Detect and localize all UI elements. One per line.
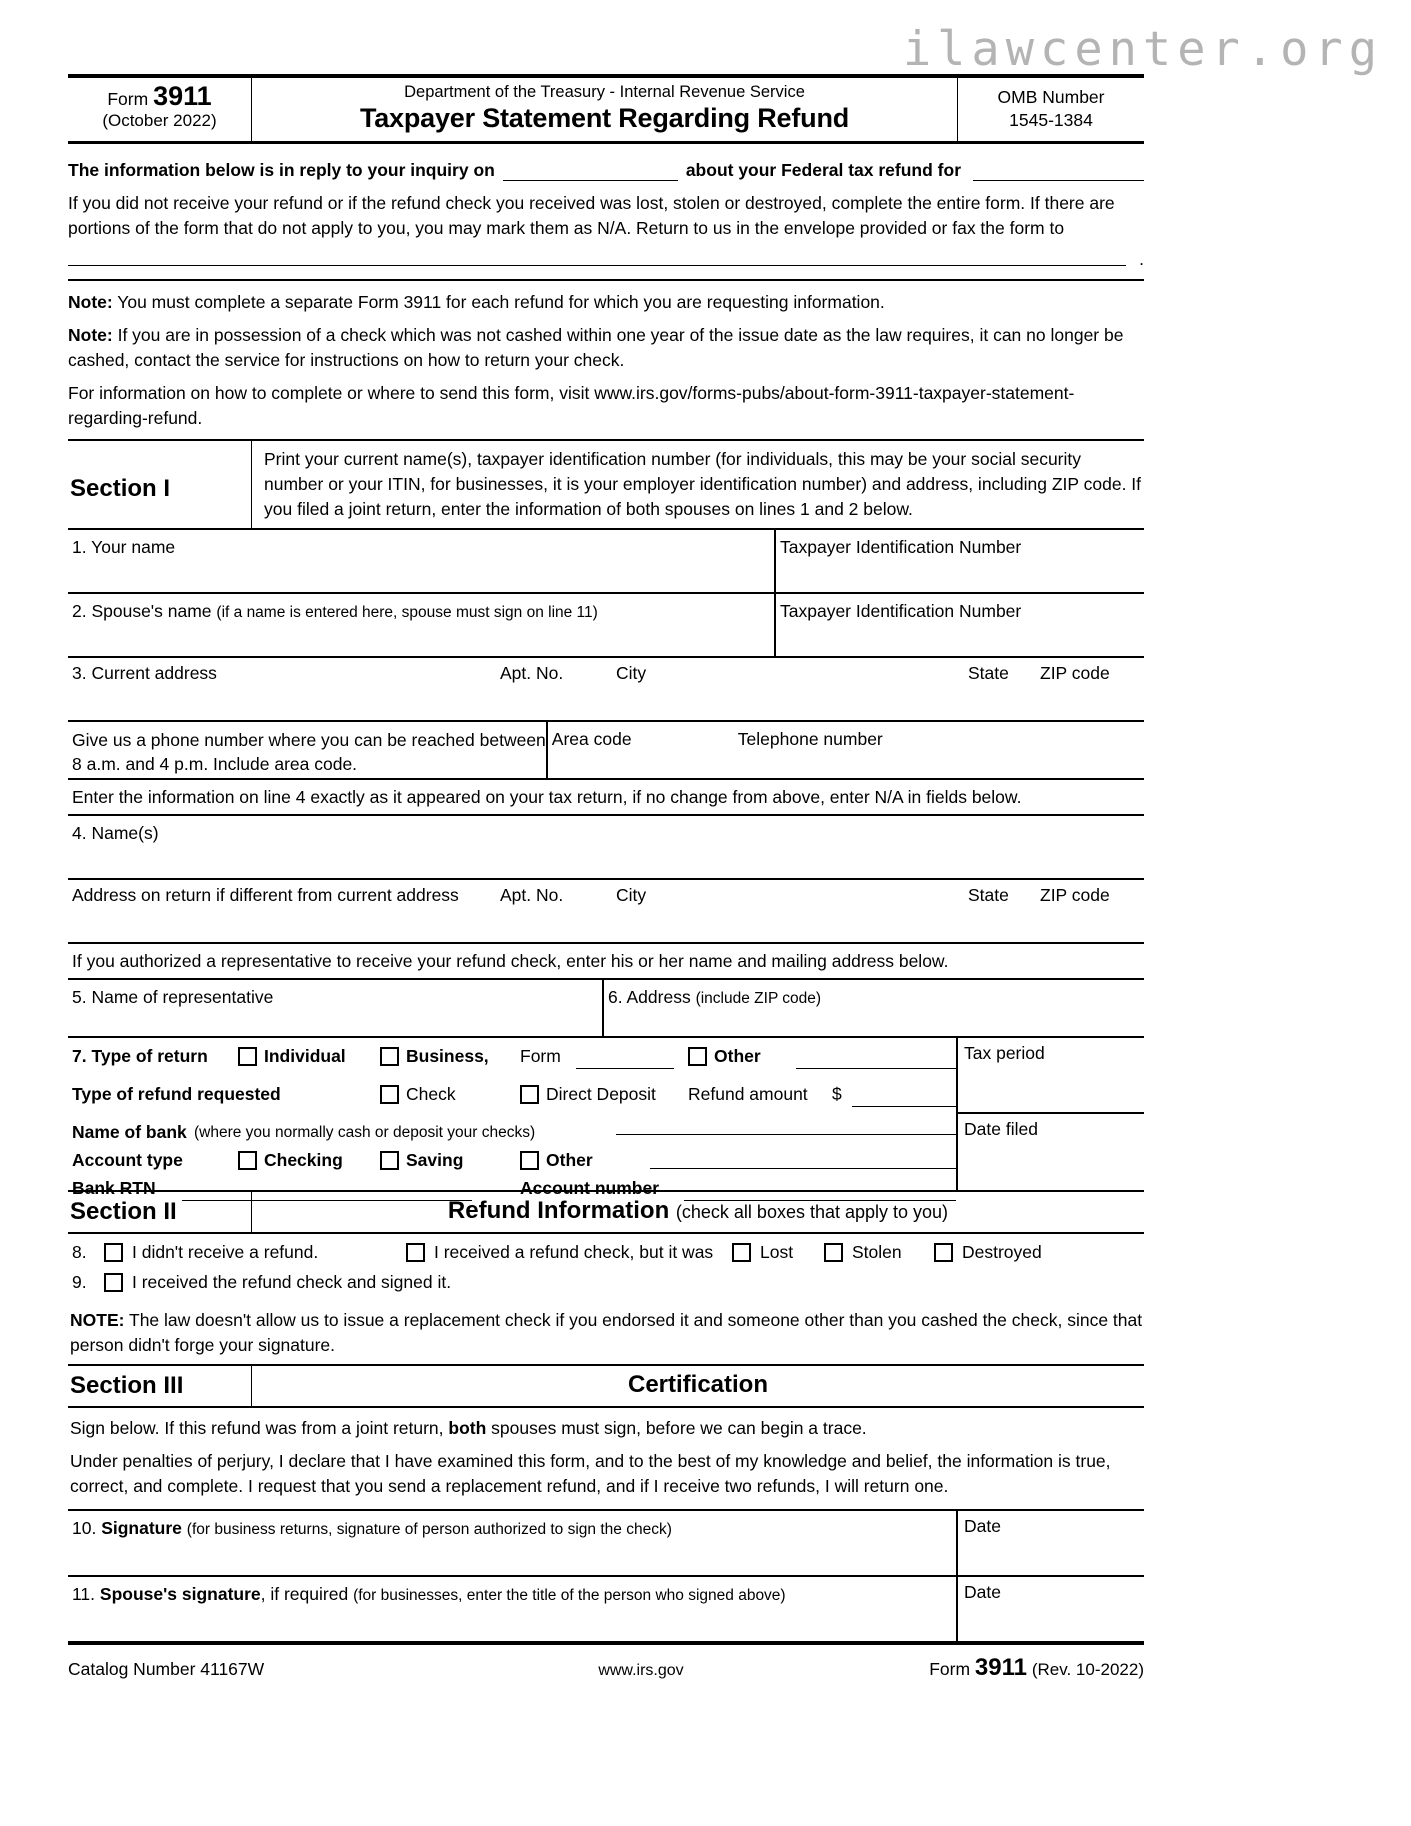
return-address-row [68, 880, 1144, 944]
section-3-label: Section III [68, 1366, 252, 1406]
account-number-label: Account number [520, 1178, 660, 1198]
account-type-checking-checkbox[interactable] [238, 1151, 257, 1170]
inquiry-middle-label: about your Federal tax refund for [685, 160, 962, 180]
item-9-row [68, 1270, 1144, 1300]
section-2-body [68, 1234, 1144, 1366]
representative-name-label: 5. Name of representative [72, 987, 274, 1007]
notes-block [68, 279, 1144, 431]
tax-period-field[interactable] [958, 1038, 1144, 1114]
taxpayer-id-field-1[interactable] [776, 530, 1144, 592]
bank-name-note: (where you normally cash or deposit your checks) [194, 1124, 536, 1141]
your-name-field[interactable] [68, 530, 776, 592]
bank-rtn-input[interactable] [182, 1200, 472, 1201]
fax-line-row [68, 241, 1144, 279]
date-filed-field[interactable] [958, 1114, 1144, 1190]
return-address-field[interactable] [68, 880, 1144, 942]
line-7-left-panel [68, 1038, 958, 1198]
item-8-stolen-checkbox[interactable] [824, 1243, 843, 1262]
line-4-row [68, 816, 1144, 880]
item-8-no-refund-checkbox[interactable] [104, 1243, 123, 1262]
omb-block [958, 78, 1144, 141]
footer-form-word: Form [929, 1659, 971, 1679]
refund-check-checkbox[interactable] [380, 1085, 399, 1104]
signature-label-bold: Signature [101, 1518, 182, 1538]
section-1-bar [68, 439, 1144, 530]
irs-form-3911 [68, 74, 1144, 1682]
spouse-signature-label-rest: , if required [260, 1584, 349, 1604]
note-1-text: You must complete a separate Form 3911 for each refund for which you are requesting information. [117, 292, 885, 312]
refund-direct-deposit-checkbox[interactable] [520, 1085, 539, 1104]
department-name: Department of the Treasury - Internal Revenue Service [404, 83, 805, 101]
zip-label-2: ZIP code [1040, 885, 1110, 905]
footer-revision: (Rev. 10-2022) [1031, 1660, 1144, 1679]
account-number-input[interactable] [684, 1200, 956, 1201]
intro-paragraph: If you did not receive your refund or if the refund check you received was lost, stolen or destroyed, complete the entire form. If there are portions of the form that do not apply to you, you may mark them as N/A. Return to us in the envelope provided or fax the form to [68, 193, 1115, 238]
zip-label-1: ZIP code [1040, 663, 1110, 683]
line-2-row [68, 594, 1144, 658]
section-2-note-label: NOTE: [70, 1310, 125, 1330]
note-2-text: If you are in possession of a check which was not cashed within one year of the issue date as the law requires, it can no longer be cashed, contact the service for instructions on how to return your check. [68, 325, 1124, 370]
spouse-signature-field[interactable] [68, 1577, 958, 1641]
section-2-note [68, 1300, 1144, 1364]
item-8-number: 8. [72, 1242, 87, 1262]
dollar-sign: $ [832, 1084, 842, 1104]
signature-label [72, 1516, 956, 1542]
spouse-signature-label-note: (for businesses, enter the title of the person who signed above) [353, 1587, 786, 1604]
fax-number-input[interactable] [68, 265, 1126, 266]
form-title-block [252, 78, 958, 141]
type-of-return-label: 7. Type of return [72, 1046, 208, 1066]
footer-form-number: 3911 [974, 1654, 1027, 1681]
item-9-signed-label: I received the refund check and signed it. [132, 1272, 452, 1292]
business-label: Business, [406, 1046, 489, 1066]
bank-name-input[interactable] [616, 1134, 956, 1135]
item-8-received-check-label: I received a refund check, but it was [434, 1242, 714, 1262]
note-2-label: Note: [68, 325, 113, 345]
signature-label-note: (for business returns, signature of person authorized to sign the check) [186, 1521, 672, 1538]
line-7-right-panel [958, 1038, 1144, 1190]
area-code-label: Area code [551, 729, 632, 749]
telephone-number-label: Telephone number [737, 729, 883, 749]
sign-instruction-b: spouses must sign, before we can begin a trace. [491, 1418, 867, 1438]
line-1-row [68, 530, 1144, 594]
bank-name-label: Name of bank [72, 1122, 187, 1142]
section-2-heading [252, 1192, 1144, 1232]
fax-period: . [1139, 249, 1144, 269]
return-address-label: Address on return if different from current address [72, 885, 459, 905]
line-10-row [68, 1509, 1144, 1575]
refund-check-label: Check [406, 1084, 456, 1104]
form-word: Form [107, 89, 149, 109]
line-3-row [68, 658, 1144, 722]
state-label-1: State [968, 663, 1009, 683]
item-8-destroyed-label: Destroyed [962, 1242, 1042, 1262]
section-2-label: Section II [68, 1192, 252, 1232]
refund-amount-input[interactable] [852, 1106, 956, 1107]
section-3-title: Certification [627, 1371, 768, 1398]
page-title: Taxpayer Statement Regarding Refund [359, 103, 850, 133]
spouse-signature-label-bold: Spouse's signature [99, 1584, 261, 1604]
item-8-row [68, 1240, 1144, 1270]
form-number: 3911 [153, 81, 212, 111]
form-footer [68, 1641, 1144, 1682]
representative-address-label-note: (include ZIP code) [695, 990, 822, 1007]
return-names-label: 4. Name(s) [72, 823, 159, 843]
spouse-signature-date-field[interactable] [958, 1577, 1144, 1641]
item-8-no-refund-label: I didn't receive a refund. [132, 1242, 319, 1262]
type-return-individual-checkbox[interactable] [238, 1047, 257, 1066]
city-label-1: City [616, 663, 647, 683]
note-1 [68, 290, 1144, 315]
inquiry-date-input[interactable] [503, 160, 678, 181]
business-form-input[interactable] [576, 1068, 674, 1069]
spouse-name-label [72, 599, 774, 625]
representative-address-label-main: 6. Address [608, 987, 691, 1007]
type-of-refund-label: Type of refund requested [72, 1084, 281, 1104]
form-label: Form [520, 1046, 561, 1066]
spouse-signature-number: 11. [72, 1584, 96, 1604]
saving-label: Saving [406, 1150, 464, 1170]
line-7-block [68, 1038, 1144, 1198]
item-8-stolen-label: Stolen [852, 1242, 902, 1262]
irs-website: www.irs.gov [598, 1662, 684, 1679]
form-revision-date: (October 2022) [102, 111, 217, 130]
individual-label: Individual [264, 1046, 346, 1066]
phone-instruction-cell [68, 722, 548, 778]
section-3-bar [68, 1366, 1144, 1408]
type-return-business-checkbox[interactable] [380, 1047, 399, 1066]
item-8-destroyed-checkbox[interactable] [934, 1243, 953, 1262]
section-2-title: Refund Information [447, 1197, 670, 1224]
note-1-label: Note: [68, 292, 113, 312]
section-1-instructions: Print your current name(s), taxpayer identification number (for individuals, this may be your social security number or your ITIN, for businesses, it is your employer identification number) and address, including ZIP code. If you filed a joint return, enter the information of both spouses on lines 1 and 2 below. [264, 449, 1142, 519]
apt-no-label-2: Apt. No. [500, 885, 564, 905]
item-8-received-check-checkbox[interactable] [406, 1243, 425, 1262]
other-account-label: Other [546, 1150, 593, 1170]
account-type-saving-checkbox[interactable] [380, 1151, 399, 1170]
representative-instruction: If you authorized a representative to receive your refund check, enter his or her name and mailing address below. [68, 944, 1144, 980]
refund-year-input[interactable] [973, 160, 1144, 181]
city-label-2: City [616, 885, 647, 905]
omb-number: 1545-1384 [1009, 110, 1093, 130]
form-header [68, 74, 1144, 144]
signature-date-label: Date [964, 1516, 1001, 1536]
inquiry-prefix-label: The information below is in reply to your inquiry on [68, 160, 495, 180]
inquiry-line [68, 160, 1144, 181]
spouse-signature-label [72, 1582, 956, 1608]
section-2-note-text: The law doesn't allow us to issue a replacement check if you endorsed it and someone other than you cashed the check, since that person didn't forge your signature. [70, 1310, 1143, 1355]
line-4-instruction: Enter the information on line 4 exactly as it appeared on your tax return, if no change from above, enter N/A in fields below. [68, 780, 1144, 816]
item-9-number: 9. [72, 1272, 87, 1292]
current-address-label: 3. Current address [72, 663, 217, 683]
taxpayer-id-label-2: Taxpayer Identification Number [780, 601, 1022, 621]
phone-instruction-line-2: 8 a.m. and 4 p.m. Include area code. [72, 754, 358, 774]
sign-instruction [68, 1408, 1144, 1441]
telephone-number-field[interactable] [734, 722, 1144, 778]
apt-no-label-1: Apt. No. [500, 663, 564, 683]
line-11-row [68, 1575, 1144, 1641]
representative-address-field[interactable] [604, 980, 1144, 1036]
catalog-number: Catalog Number 41167W [68, 1659, 265, 1679]
note-2 [68, 323, 1144, 373]
taxpayer-id-field-2[interactable] [776, 594, 1144, 656]
section-2-subtitle: (check all boxes that apply to you) [675, 1202, 949, 1222]
signature-number: 10. [72, 1518, 97, 1538]
signature-field[interactable] [68, 1511, 958, 1575]
form-number-line [68, 81, 251, 111]
item-8-lost-label: Lost [760, 1242, 794, 1262]
sign-instruction-both: both [448, 1418, 487, 1438]
section-1-label: Section I [68, 441, 252, 528]
representative-address-label [608, 985, 1144, 1011]
intro-block [68, 144, 1144, 431]
account-type-other-checkbox[interactable] [520, 1151, 539, 1170]
phone-row [68, 722, 1144, 780]
area-code-field[interactable] [548, 722, 734, 778]
phone-instruction-line-1: Give us a phone number where you can be reached between [72, 730, 546, 750]
direct-deposit-label: Direct Deposit [546, 1084, 656, 1104]
current-address-field[interactable] [68, 658, 1144, 720]
spouse-name-label-main: 2. Spouse's name [72, 601, 212, 621]
type-return-other-checkbox[interactable] [688, 1047, 707, 1066]
account-type-label: Account type [72, 1150, 183, 1170]
your-name-label: 1. Your name [72, 537, 176, 557]
omb-label: OMB Number [997, 87, 1105, 107]
item-8-lost-checkbox[interactable] [732, 1243, 751, 1262]
other-return-label: Other [714, 1046, 761, 1066]
checking-label: Checking [264, 1150, 343, 1170]
bank-rtn-label: Bank RTN [72, 1178, 156, 1198]
spouse-name-label-note: (if a name is entered here, spouse must sign on line 11) [216, 604, 598, 621]
watermark-text: ilawcenter.org [902, 22, 1383, 77]
refund-amount-label: Refund amount [688, 1084, 808, 1104]
section-3-heading [252, 1366, 1144, 1406]
representative-name-field[interactable] [68, 980, 604, 1036]
state-label-2: State [968, 885, 1009, 905]
other-account-input[interactable] [650, 1168, 956, 1169]
sign-instruction-a: Sign below. If this refund was from a joint return, [70, 1418, 444, 1438]
tax-period-label: Tax period [964, 1043, 1045, 1063]
signature-date-field[interactable] [958, 1511, 1144, 1575]
other-return-input[interactable] [796, 1068, 956, 1069]
date-filed-label: Date filed [964, 1119, 1038, 1139]
form-number-block [68, 78, 252, 141]
item-9-signed-checkbox[interactable] [104, 1273, 123, 1292]
taxpayer-id-label-1: Taxpayer Identification Number [780, 537, 1022, 557]
footer-form-number-block [814, 1654, 1144, 1682]
return-names-field[interactable] [68, 816, 1144, 878]
spouse-signature-date-label: Date [964, 1582, 1001, 1602]
info-link-text: For information on how to complete or where to send this form, visit www.irs.gov/forms-pubs/about-form-3911-taxpayer-statement-regarding-refund. [68, 383, 1075, 428]
line-5-6-row [68, 980, 1144, 1038]
perjury-statement: Under penalties of perjury, I declare that I have examined this form, and to the best of my knowledge and belief, the information is true, correct, and complete. I request that you send a replacement refund, and if I receive two refunds, I will return one. [70, 1451, 1111, 1496]
spouse-name-field[interactable] [68, 594, 776, 656]
